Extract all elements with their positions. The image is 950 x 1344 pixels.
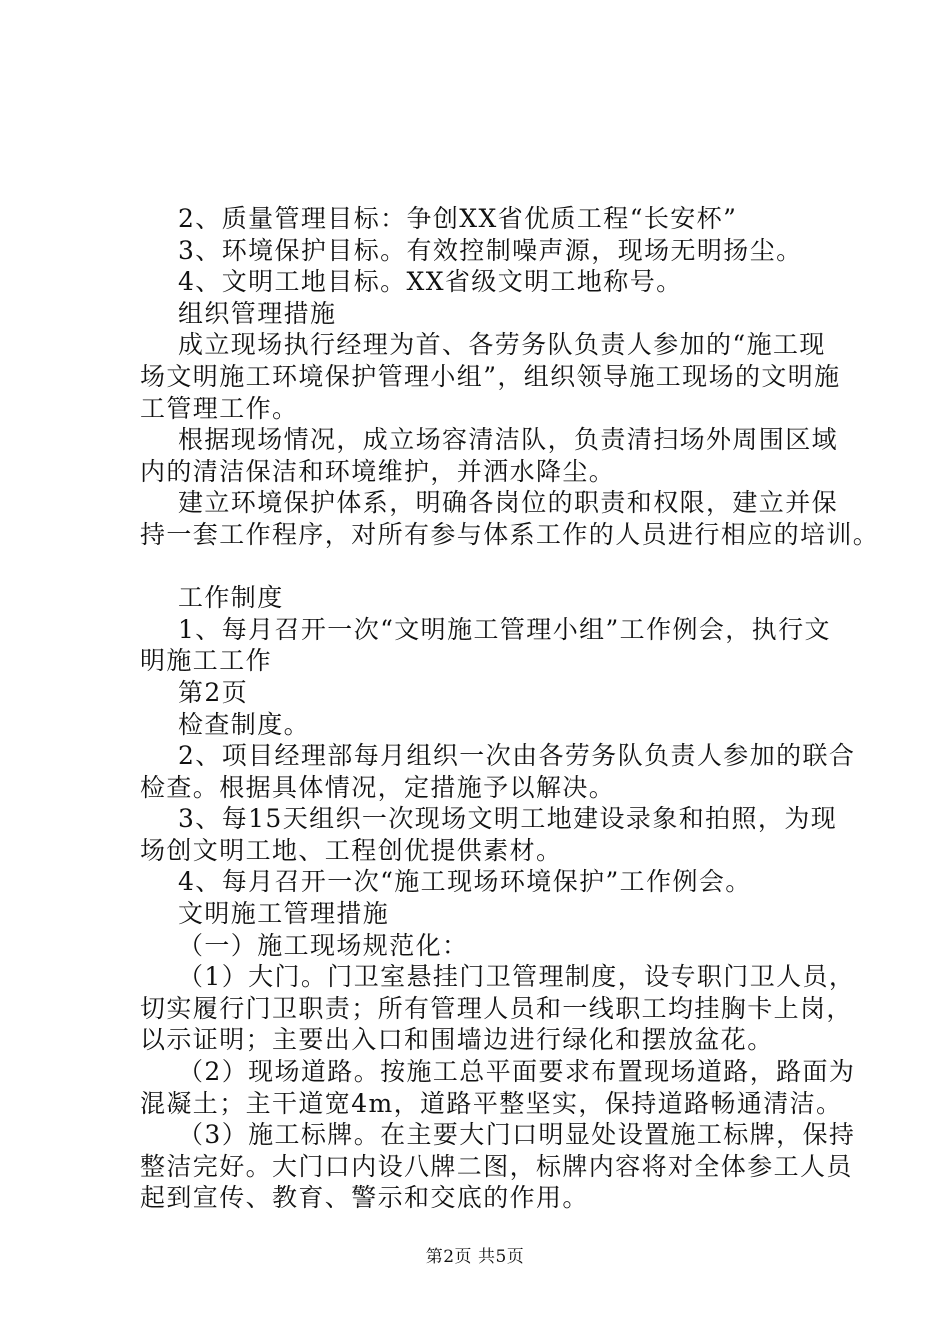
text-line: 建立环境保护体系，明确各岗位的职责和权限，建立并保 bbox=[178, 488, 839, 518]
text-line: 2、质量管理目标：争创XX省优质工程“长安杯” bbox=[178, 204, 738, 233]
text-line: （2）现场道路。按施工总平面要求布置现场道路，路面为 bbox=[178, 1057, 856, 1087]
page-footer: 第2页 共5页 bbox=[425, 1247, 525, 1267]
page-marker: 第2页 bbox=[178, 677, 249, 707]
text-line: 起到宣传、教育、警示和交底的作用。 bbox=[140, 1183, 589, 1213]
subsection-heading: （一）施工现场规范化： bbox=[178, 930, 469, 960]
text-line: 场文明施工环境保护管理小组”，组织领导施工现场的文明施 bbox=[140, 361, 841, 391]
text-line: 持一套工作程序，对所有参与体系工作的人员进行相应的培训。 bbox=[140, 519, 880, 549]
text-line: 混凝土；主干道宽4m，道路平整坚实，保持道路畅通清洁。 bbox=[140, 1088, 843, 1118]
text-line: 内的清洁保洁和环境维护，并洒水降尘。 bbox=[140, 456, 616, 486]
text-line: （1）大门。门卫室悬挂门卫管理制度，设专职门卫人员， bbox=[178, 962, 856, 992]
text-line: （3）施工标牌。在主要大门口明显处设置施工标牌，保持 bbox=[178, 1120, 856, 1150]
paragraph-gap bbox=[178, 551, 858, 583]
text-line: 明施工工作 bbox=[140, 646, 273, 676]
text-line: 成立现场执行经理为首、各劳务队负责人参加的“施工现 bbox=[178, 330, 826, 360]
text-line: 整洁完好。大门口内设八牌二图，标牌内容将对全体参工人员 bbox=[140, 1151, 853, 1181]
text-line: 1、每月召开一次“文明施工管理小组”工作例会，执行文 bbox=[178, 614, 831, 644]
text-line: 2、项目经理部每月组织一次由各劳务队负责人参加的联合 bbox=[178, 741, 856, 771]
text-line: 场创文明工地、工程创优提供素材。 bbox=[140, 835, 563, 865]
text-line: 4、文明工地目标。XX省级文明工地称号。 bbox=[178, 267, 683, 297]
section-heading: 工作制度 bbox=[178, 583, 284, 613]
text-line: 以示证明；主要出入口和围墙边进行绿化和摆放盆花。 bbox=[140, 1025, 774, 1055]
text-line: 3、每15天组织一次现场文明工地建设录象和拍照，为现 bbox=[178, 804, 838, 834]
section-heading: 检查制度。 bbox=[178, 709, 311, 739]
text-line: 根据现场情况，成立场容清洁队，负责清扫场外周围区域 bbox=[178, 425, 839, 455]
text-line: 切实履行门卫职责；所有管理人员和一线职工均挂胸卡上岗， bbox=[140, 993, 853, 1023]
text-line: 检查。根据具体情况，定措施予以解决。 bbox=[140, 772, 616, 802]
text-line: 4、每月召开一次“施工现场环境保护”工作例会。 bbox=[178, 867, 752, 897]
text-line: 3、环境保护目标。有效控制噪声源，现场无明扬尘。 bbox=[178, 235, 803, 265]
section-heading: 文明施工管理措施 bbox=[178, 899, 390, 929]
text-line: 工管理工作。 bbox=[140, 393, 299, 423]
document-body bbox=[140, 203, 880, 1214]
section-heading: 组织管理措施 bbox=[178, 298, 337, 328]
